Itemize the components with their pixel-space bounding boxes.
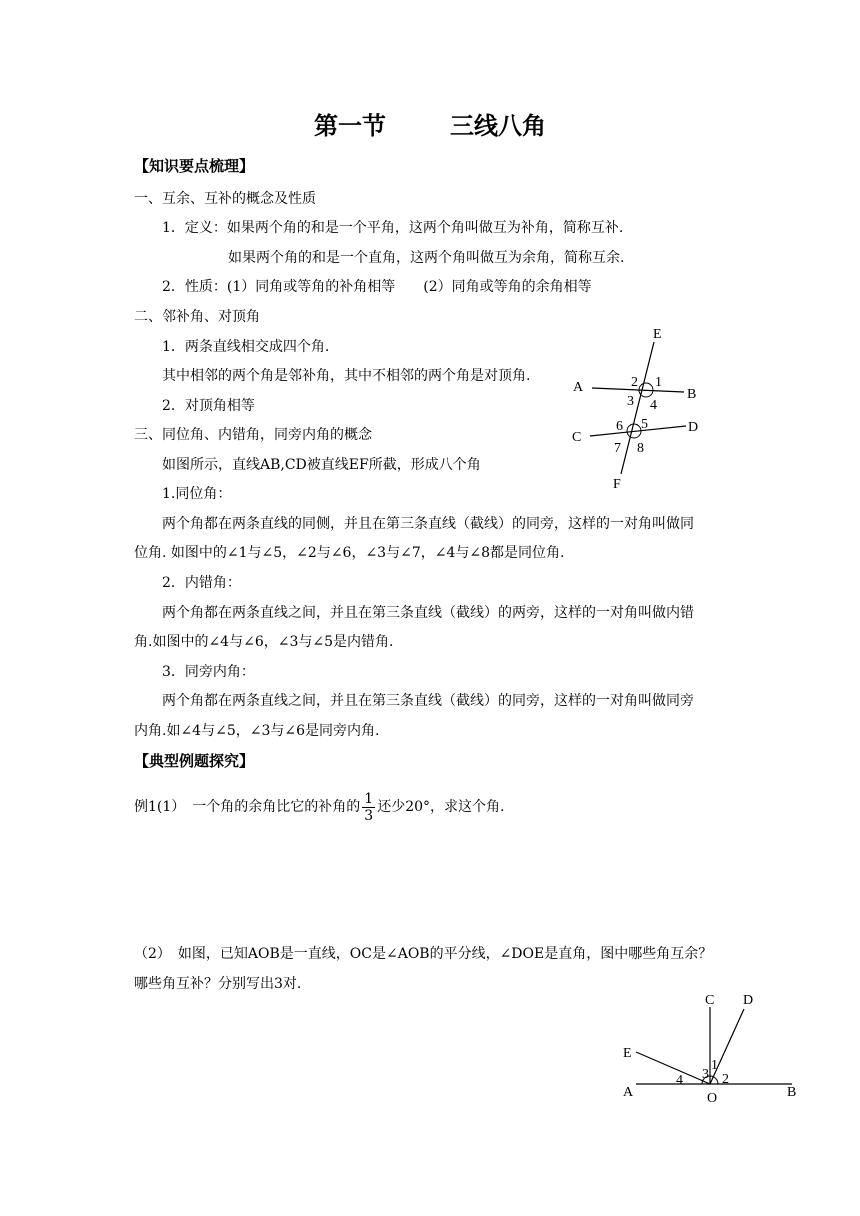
point-label-b: B — [787, 1085, 797, 1100]
co-interior-angles-title: 3．同旁内角： — [162, 664, 255, 680]
example1-question — [134, 789, 504, 825]
section1-property: 2．性质：(1）同角或等角的补角相等 (2）同角或等角的余角相等 — [162, 279, 592, 295]
knowledge-heading: 【知识要点梳理】 — [134, 157, 255, 175]
point-label-e: E — [623, 1046, 632, 1061]
point-label-e: E — [653, 327, 662, 342]
ray-oe — [636, 1052, 710, 1084]
angle-bisector-figure — [610, 985, 810, 1110]
page-title — [0, 106, 860, 141]
angle-label-5: 5 — [641, 417, 648, 432]
point-label-d: D — [688, 420, 699, 435]
line-ab — [592, 388, 684, 392]
co-interior-angles-line1: 两个角都在两条直线之间，并且在第三条直线（截线）的同旁，这样的一对角叫做同旁 — [162, 693, 694, 709]
section1-definition-supplementary: 1．定义：如果两个角的和是一个平角，这两个角叫做互为补角，简称互补. — [162, 220, 624, 236]
point-label-o: O — [707, 1091, 718, 1106]
alternate-angles-line1: 两个角都在两条直线之间，并且在第三条直线（截线）的两旁，这样的一对角叫做内错 — [162, 605, 694, 621]
line-cd — [590, 426, 686, 436]
alternate-angles-title: 2．内错角： — [162, 575, 241, 591]
point-label-a: A — [623, 1085, 634, 1100]
point-label-f: F — [613, 477, 621, 492]
angle-label-3: 3 — [702, 1067, 709, 1082]
angle-label-7: 7 — [614, 441, 621, 456]
section1-heading: 一、互余、互补的概念及性质 — [134, 191, 316, 207]
examples-heading: 【典型例题探究】 — [134, 752, 255, 770]
angle-label-1: 1 — [655, 375, 662, 390]
alternate-angles-line2: 角.如图中的∠4与∠6，∠3与∠5是内错角. — [134, 634, 394, 650]
point-label-d: D — [743, 993, 754, 1008]
corresponding-angles-line1: 两个角都在两条直线的同侧，并且在第三条直线（截线）的同旁，这样的一对角叫做同 — [162, 516, 694, 532]
section1-definition-complementary: 如果两个角的和是一个直角，这两个角叫做互为余角，简称互余. — [228, 250, 625, 266]
corresponding-angles-line2: 位角. 如图中的∠1与∠5，∠2与∠6，∠3与∠7，∠4与∠8都是同位角. — [134, 545, 565, 561]
transversal-figure — [560, 320, 710, 500]
angle-label-3: 3 — [627, 394, 634, 409]
corresponding-angles-title: 1.同位角： — [162, 486, 232, 502]
angle-label-2: 2 — [631, 375, 638, 390]
example2-question-line1: （2） 如图，已知AOB是一直线，OC是∠AOB的平分线，∠DOE是直角，图中哪些角互余？ — [134, 946, 713, 962]
section3-heading: 三、同位角、内错角，同旁内角的概念 — [134, 427, 372, 443]
angle-label-2: 2 — [722, 1072, 729, 1087]
example2-question-line2: 哪些角互补？分别写出3对. — [134, 976, 302, 992]
angle-label-6: 6 — [616, 419, 623, 434]
point-label-c: C — [572, 430, 582, 445]
co-interior-angles-line2: 内角.如∠4与∠5，∠3与∠6是同旁内角. — [134, 723, 380, 739]
fraction-one-third — [362, 791, 375, 824]
section2-item1: 1．两条直线相交成四个角. — [162, 339, 330, 355]
angle-label-4: 4 — [676, 1073, 683, 1088]
angle-label-1: 1 — [711, 1058, 718, 1073]
point-label-b: B — [687, 387, 697, 402]
example1-text-before: 例1(1） 一个角的余角比它的补角的 — [134, 799, 361, 815]
angle-label-8: 8 — [637, 441, 644, 456]
section2-heading: 二、邻补角、对顶角 — [134, 309, 260, 325]
section2-item2: 2．对顶角相等 — [162, 398, 255, 414]
section2-item1-detail: 其中相邻的两个角是邻补角，其中不相邻的两个角是对顶角. — [162, 368, 531, 384]
angle-label-4: 4 — [650, 398, 657, 413]
title-section-number: 第一节 — [314, 112, 386, 140]
example1-text-after: 还少20°，求这个角. — [377, 799, 505, 815]
section3-intro: 如图所示，直线AB,CD被直线EF所截，形成八个角 — [162, 457, 481, 473]
point-label-c: C — [705, 993, 715, 1008]
fraction-denominator: 3 — [364, 807, 374, 824]
point-label-a: A — [573, 380, 584, 395]
fraction-numerator: 1 — [364, 790, 374, 807]
title-topic: 三线八角 — [450, 112, 546, 140]
